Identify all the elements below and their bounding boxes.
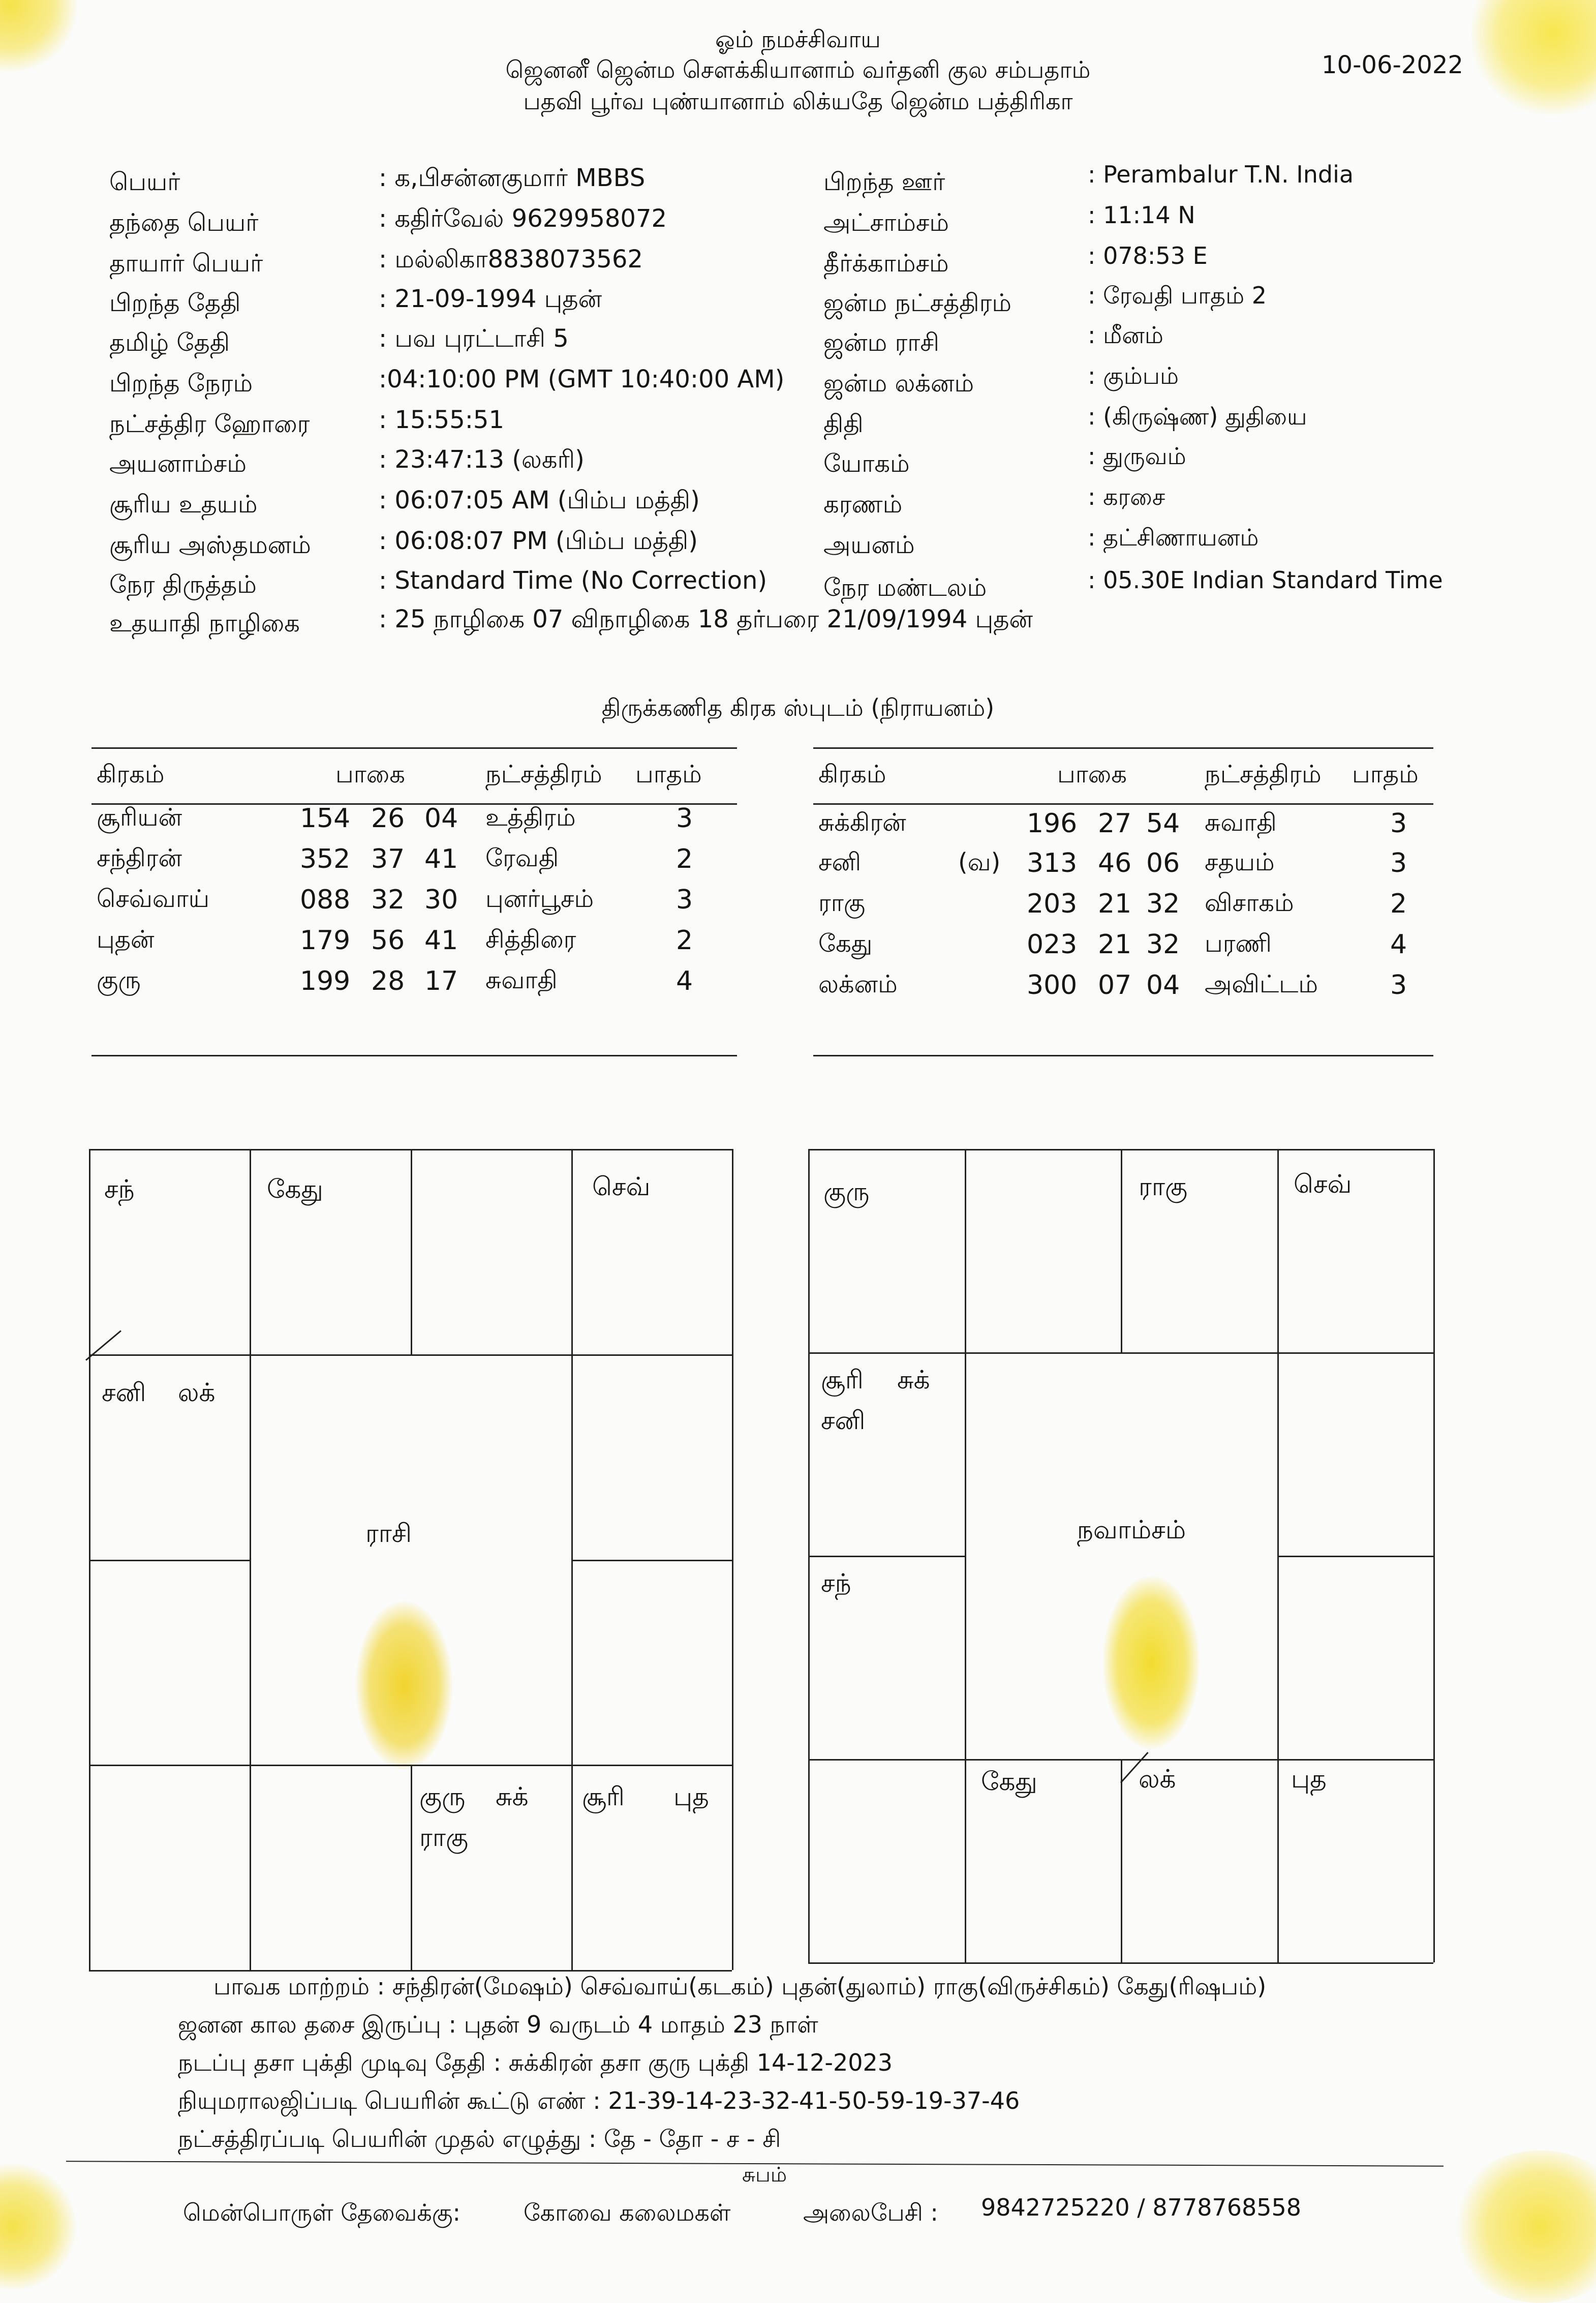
chart-house-planet: ராகு [1139, 1172, 1188, 1201]
star-name: சித்திரை [485, 925, 576, 954]
chart-house-planet: சுக் [496, 1782, 529, 1811]
detail-value: : 05.30E Indian Standard Time [1088, 566, 1443, 594]
chart-grid-line [808, 1149, 810, 1962]
software-provider: கோவை கலைமகள் [524, 2199, 731, 2226]
rasi-chart [89, 1149, 732, 1970]
second-value: 06 [1146, 848, 1180, 878]
name-letters: நட்சத்திரப்படி பெயரின் முதல் எழுத்து : தே - தோ - ச - சி [178, 2125, 781, 2153]
pada-value: 3 [1390, 848, 1407, 878]
detail-value: : 11:14 N [1088, 201, 1195, 229]
detail-value: : Standard Time (No Correction) [379, 566, 768, 595]
star-name: சுவாதி [1205, 808, 1277, 837]
col-header-planet: கிரகம் [818, 760, 886, 789]
planet-name: சுக்கிரன் [818, 808, 906, 837]
chart-house-planet: சந் [821, 1568, 851, 1598]
table-bottom-rule [91, 1055, 737, 1056]
col-header-pada: பாதம் [635, 760, 702, 789]
detail-label: ஜன்ம ராசி [823, 328, 939, 357]
col-header-pada: பாதம் [1352, 760, 1419, 789]
minute-value: 21 [1098, 889, 1132, 919]
pada-value: 4 [1390, 929, 1407, 960]
chart-house-planet: சுக் [897, 1365, 930, 1395]
software-label: மென்பொருள் தேவைக்கு: [183, 2199, 461, 2226]
pada-value: 2 [676, 844, 693, 874]
star-name: சதயம் [1205, 848, 1275, 876]
bhava-change: பாவக மாற்றம் : சந்திரன்(மேஷம்) செவ்வாய்(கடகம்) புதன்(துலாம்) ராகு(விருச்சிகம்) கேது(ரிஷபம்) [213, 1973, 1267, 2000]
minute-value: 21 [1098, 929, 1132, 960]
degree-value: 199 [300, 966, 351, 996]
detail-label: அயனாம்சம் [109, 449, 247, 478]
detail-label: பிறந்த ஊர் [823, 168, 945, 196]
pada-value: 3 [1390, 970, 1407, 1001]
detail-value: : 23:47:13 (லகரி) [379, 445, 585, 474]
planet-name: செவ்வாய் [97, 885, 210, 913]
detail-label: தமிழ் தேதி [109, 328, 230, 357]
chart-grid-line [1433, 1149, 1435, 1962]
detail-value: : 06:07:05 AM (பிம்ப மத்தி) [379, 486, 700, 514]
detail-value: : ரேவதி பாதம் 2 [1088, 282, 1267, 309]
planet-name: லக்னம் [818, 970, 898, 998]
planet-name: குரு [97, 966, 141, 994]
detail-value: : தட்சிணாயனம் [1088, 524, 1259, 551]
detail-value: : 06:08:07 PM (பிம்ப மத்தி) [379, 527, 698, 555]
planet-name: சனி [818, 848, 861, 876]
second-value: 17 [424, 966, 458, 996]
chart-grid-line [1277, 1149, 1279, 1962]
planet-name: கேது [818, 929, 873, 958]
chart-house-planet: சந் [104, 1174, 135, 1204]
col-header-planet: கிரகம் [97, 760, 165, 789]
second-value: 30 [424, 885, 458, 915]
detail-label: ஜன்ம நட்சத்திரம் [823, 289, 1012, 317]
detail-value: : கதிர்வேல் 9629958072 [379, 204, 667, 233]
detail-label: யோகம் [823, 449, 910, 478]
detail-label: கரணம் [823, 490, 903, 519]
detail-value: : க,பிசன்னகுமார் MBBS [379, 164, 646, 192]
detail-value: : மல்லிகா8838073562 [379, 245, 643, 274]
detail-label: அட்சாம்சம் [823, 208, 949, 237]
planet-name: சூரியன் [97, 803, 182, 832]
detail-value: :04:10:00 PM (GMT 10:40:00 AM) [379, 365, 785, 393]
chart-grid-line [808, 1556, 965, 1557]
chart-grid-line [571, 1560, 732, 1561]
detail-label: தந்தை பெயர் [109, 208, 259, 237]
chart-house-planet: செவ் [1294, 1169, 1352, 1199]
second-value: 41 [424, 844, 458, 874]
chart-house-planet: குரு [419, 1782, 466, 1811]
chart-house-planet: புத [1291, 1764, 1327, 1794]
detail-label: உதயாதி நாழிகை [109, 609, 300, 638]
second-value: 41 [424, 925, 458, 956]
table-header-rule [813, 803, 1433, 805]
pada-value: 4 [676, 966, 693, 996]
degree-value: 352 [300, 844, 351, 874]
chart-house-planet: கேது [267, 1174, 323, 1204]
detail-value: : Perambalur T.N. India [1088, 161, 1354, 188]
detail-label: தீர்க்காம்சம் [823, 249, 949, 278]
second-value: 04 [424, 803, 458, 834]
chart-house-planet: சனி [102, 1378, 146, 1407]
subham: சுபம் [742, 2163, 787, 2187]
chart-house-planet: புத [673, 1782, 709, 1811]
phone-label: அலைபேசி : [803, 2199, 938, 2226]
minute-value: 32 [371, 885, 405, 915]
chart-grid-line [1121, 1759, 1122, 1962]
detail-value: : மீனம் [1088, 321, 1163, 349]
degree-value: 154 [300, 803, 351, 834]
retrograde-mark: (வ) [958, 848, 1001, 876]
detail-label: நட்சத்திர ஹோரை [109, 410, 310, 438]
chart-grid-line [732, 1149, 733, 1970]
star-name: சுவாதி [485, 966, 558, 994]
col-header-degree: பாகை [335, 760, 405, 789]
detail-value: : கும்பம் [1088, 362, 1179, 389]
detail-value: : பவ புரட்டாசி 5 [379, 324, 569, 353]
invocation: ஓம் நமச்சிவாய [715, 25, 881, 53]
col-header-star: நட்சத்திரம் [1205, 760, 1322, 789]
star-name: பரணி [1205, 929, 1272, 958]
minute-value: 28 [371, 966, 405, 996]
second-value: 32 [1146, 929, 1180, 960]
degree-value: 179 [300, 925, 351, 956]
chart-grid-line [1277, 1556, 1434, 1557]
pada-value: 2 [1390, 889, 1407, 919]
chart-house-planet: குரு [823, 1177, 870, 1206]
turmeric-stain [0, 2161, 76, 2293]
table-header-rule [91, 803, 737, 805]
detail-label: பிறந்த நேரம் [109, 369, 253, 398]
current-dasa: நடப்பு தசா புக்தி முடிவு தேதி : சுக்கிரன் தசா குரு புக்தி 14-12-2023 [178, 2049, 893, 2076]
detail-label: பெயர் [109, 168, 180, 196]
chart-house-planet: கேது [981, 1767, 1037, 1796]
navamsa-chart [808, 1149, 1433, 1962]
detail-label: அயனம் [823, 531, 915, 559]
detail-label: நேர திருத்தம் [109, 570, 257, 599]
second-value: 32 [1146, 889, 1180, 919]
chart-grid-line [89, 1970, 732, 1972]
minute-value: 37 [371, 844, 405, 874]
sloka-line-1: ஜெனனீ ஜென்ம சௌக்கியானாம் வர்தனி குல சம்பதாம் [505, 56, 1091, 83]
chart-grid-line [89, 1354, 732, 1356]
numerology-numbers: நியுமராலஜிப்படி பெயரின் கூட்டு எண் : 21-39-14-23-32-41-50-59-19-37-46 [178, 2087, 1020, 2114]
detail-label: சூரிய அஸ்தமனம் [109, 531, 311, 559]
sputam-title: திருக்கணித கிரக ஸ்புடம் (நிராயனம்) [601, 694, 995, 721]
planet-name: புதன் [97, 925, 155, 954]
second-value: 04 [1146, 970, 1180, 1001]
table-bottom-rule [813, 1055, 1433, 1056]
star-name: புனர்பூசம் [485, 885, 594, 913]
degree-value: 088 [300, 885, 351, 915]
phone-numbers: 9842725220 / 8778768558 [981, 2194, 1302, 2221]
chart-house-planet: செவ் [592, 1172, 651, 1201]
detail-value: : (கிருஷ்ண) துதியை [1088, 403, 1307, 430]
chart-house-planet: சனி [821, 1406, 866, 1435]
chart-house-planet: சூரி [582, 1782, 625, 1811]
second-value: 54 [1146, 808, 1180, 839]
detail-value: : 25 நாழிகை 07 விநாழிகை 18 தர்பரை 21/09/1994 புதன் [379, 605, 1033, 633]
detail-label: சூரிய உதயம் [109, 490, 258, 519]
chart-house-planet: சூரி [821, 1365, 864, 1395]
table-top-rule [91, 747, 737, 749]
star-name: உத்திரம் [485, 803, 576, 832]
star-name: அவிட்டம் [1205, 970, 1318, 998]
detail-value: : துருவம் [1088, 442, 1186, 470]
detail-value: : 21-09-1994 புதன் [379, 285, 602, 313]
minute-value: 46 [1098, 848, 1132, 878]
degree-value: 196 [1027, 808, 1078, 839]
pada-value: 3 [676, 803, 693, 834]
turmeric-stain [1449, 2150, 1596, 2303]
minute-value: 27 [1098, 808, 1132, 839]
pada-value: 3 [676, 885, 693, 915]
star-name: விசாகம் [1205, 889, 1294, 917]
pada-value: 3 [1390, 808, 1407, 839]
chart-grid-line [1121, 1149, 1122, 1352]
chart-house-planet: ராகு [419, 1823, 469, 1852]
chart-center-label: நவாம்சம் [1077, 1515, 1186, 1544]
chart-house-planet: லக் [178, 1378, 216, 1407]
chart-grid-line [808, 1352, 1433, 1354]
sloka-line-2: பதவி பூர்வ புண்யானாம் லிக்யதே ஜென்ம பத்திரிகா [523, 87, 1073, 115]
degree-value: 023 [1027, 929, 1078, 960]
chart-grid-line [89, 1560, 250, 1561]
col-header-star: நட்சத்திரம் [485, 760, 602, 789]
chart-center-label: ராசி [365, 1518, 412, 1548]
chart-grid-line [571, 1149, 573, 1970]
detail-label: ஜன்ம லக்னம் [823, 369, 974, 398]
pada-value: 2 [676, 925, 693, 956]
degree-value: 203 [1027, 889, 1078, 919]
detail-value: : கரசை [1088, 483, 1165, 510]
print-date: 10-06-2022 [1322, 51, 1463, 79]
star-name: ரேவதி [485, 844, 559, 872]
chart-grid-line [411, 1149, 412, 1354]
detail-label: பிறந்த தேதி [109, 289, 241, 317]
degree-value: 300 [1027, 970, 1078, 1001]
chart-grid-line [808, 1962, 1433, 1964]
detail-value: : 15:55:51 [379, 406, 505, 434]
col-header-degree: பாகை [1057, 760, 1127, 789]
dasa-balance: ஜனன கால தசை இருப்பு : புதன் 9 வருடம் 4 மாதம் 23 நாள் [178, 2011, 818, 2038]
minute-value: 26 [371, 803, 405, 834]
detail-label: நேர மண்டலம் [823, 573, 987, 602]
minute-value: 56 [371, 925, 405, 956]
detail-label: தாயார் பெயர் [109, 249, 263, 278]
detail-label: திதி [823, 410, 864, 438]
detail-value: : 078:53 E [1088, 242, 1208, 269]
chart-grid-line [965, 1149, 966, 1962]
chart-house-planet: லக் [1139, 1764, 1176, 1794]
planet-name: சந்திரன் [97, 844, 182, 872]
minute-value: 07 [1098, 970, 1132, 1001]
chart-grid-line [89, 1149, 90, 1970]
table-top-rule [813, 747, 1433, 749]
degree-value: 313 [1027, 848, 1078, 878]
lagna-marker [85, 1330, 121, 1361]
planet-name: ராகு [818, 889, 866, 917]
chart-grid-line [250, 1149, 251, 1970]
chart-grid-line [411, 1765, 412, 1970]
